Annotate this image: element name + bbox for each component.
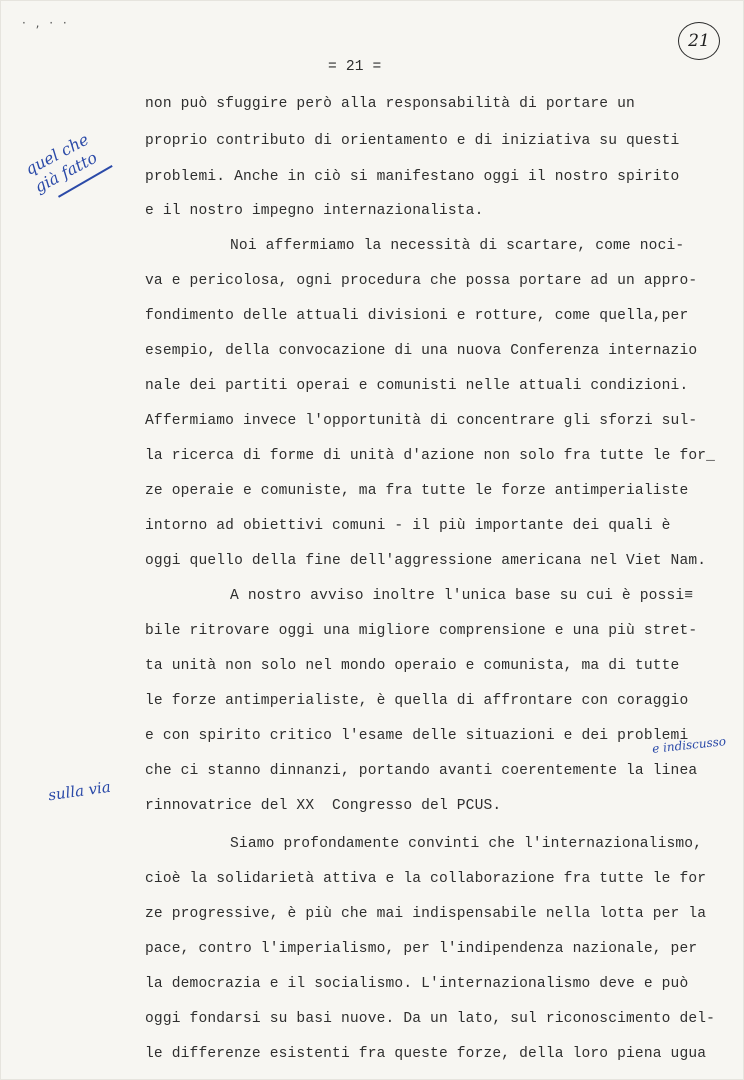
text-line-16: bile ritrovare oggi una migliore comprensione e una più stret- xyxy=(145,623,698,639)
text-line-22: Siamo profondamente convinti che l'internazionalismo, xyxy=(230,836,703,852)
text-line-3: problemi. Anche in ciò si manifestano oggi il nostro spirito xyxy=(145,169,680,185)
text-line-6: va e pericolosa, ogni procedura che possa portare ad un appro- xyxy=(145,273,698,289)
text-line-14: oggi quello della fine dell'aggressione americana nel Viet Nam. xyxy=(145,553,707,569)
text-line-13: intorno ad obiettivi comuni - il più importante dei quali è xyxy=(145,518,671,534)
text-line-4: e il nostro impegno internazionalista. xyxy=(145,203,484,219)
text-line-18: le forze antimperialiste, è quella di affrontare con coraggio xyxy=(145,693,689,709)
text-line-7: fondimento delle attuali divisioni e rotture, come quella,per xyxy=(145,308,689,324)
handwritten-insertion-note: e indiscusso xyxy=(651,734,727,756)
text-line-25: pace, contro l'imperialismo, per l'indipendenza nazionale, per xyxy=(145,941,698,957)
page-number: = 21 = xyxy=(328,59,382,75)
text-line-27: oggi fondarsi su basi nuove. Da un lato, sul riconoscimento del- xyxy=(145,1011,716,1027)
corner-marks: · , · · xyxy=(22,16,70,30)
text-line-28: le differenze esistenti fra queste forze, della loro piena ugua xyxy=(145,1046,707,1062)
text-line-5: Noi affermiamo la necessità di scartare, come noci- xyxy=(230,238,685,254)
text-line-20: che ci stanno dinnanzi, portando avanti coerentemente la linea xyxy=(145,763,698,779)
text-line-26: la democrazia e il socialismo. L'internazionalismo deve e può xyxy=(145,976,689,992)
text-line-8: esempio, della convocazione di una nuova Conferenza internazio xyxy=(145,343,698,359)
handwritten-sulla-via-note: sulla via xyxy=(47,777,112,805)
text-line-10: Affermiamo invece l'opportunità di concentrare gli sforzi sul- xyxy=(145,413,698,429)
text-line-2: proprio contributo di orientamento e di iniziativa su questi xyxy=(145,133,680,149)
text-line-1: non può sfuggire però alla responsabilità di portare un xyxy=(145,96,635,112)
text-line-24: ze progressive, è più che mai indispensabile nella lotta per la xyxy=(145,906,707,922)
handwritten-margin-note: quel che già fatto xyxy=(22,129,101,197)
text-line-11: la ricerca di forme di unità d'azione non solo fra tutte le for_ xyxy=(145,448,716,464)
text-line-21: rinnovatrice del XX Congresso del PCUS. xyxy=(145,798,502,814)
text-line-19: e con spirito critico l'esame delle situazioni e dei problemi xyxy=(145,728,689,744)
text-line-9: nale dei partiti operai e comunisti nelle attuali condizioni. xyxy=(145,378,689,394)
text-line-23: cioè la solidarietà attiva e la collaborazione fra tutte le for xyxy=(145,871,707,887)
text-line-12: ze operaie e comuniste, ma fra tutte le forze antimperialiste xyxy=(145,483,689,499)
text-line-17: ta unità non solo nel mondo operaio e comunista, ma di tutte xyxy=(145,658,680,674)
text-line-15: A nostro avviso inoltre l'unica base su cui è possi≡ xyxy=(230,588,694,604)
circled-page-number: 21 xyxy=(678,22,720,60)
